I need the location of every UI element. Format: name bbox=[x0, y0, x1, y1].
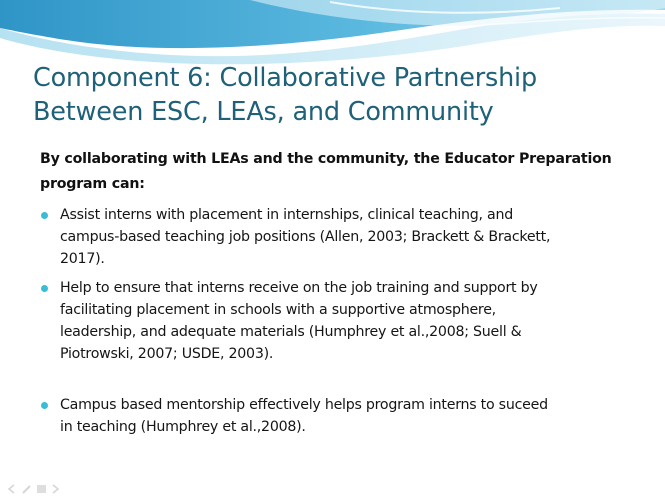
bullet-text-line: in teaching (Humphrey et al.,2008). bbox=[60, 419, 306, 435]
bullet-text-line: campus-based teaching job positions (Allen, 2003; Brackett & Brackett, bbox=[60, 229, 551, 245]
slideshow-controls bbox=[6, 483, 66, 495]
slide-title-line-2: Between ESC, LEAs, and Community bbox=[33, 97, 494, 127]
slide-title-line-1: Component 6: Collaborative Partnership bbox=[33, 63, 537, 93]
next-icon[interactable] bbox=[50, 483, 62, 495]
bullet-text-line: Campus based mentorship effectively helps program interns to suceed bbox=[60, 397, 548, 413]
bullet-text-line: leadership, and adequate materials (Humphrey et al.,2008; Suell & bbox=[60, 324, 522, 340]
bullet-text-line: facilitating placement in schools with a supportive atmosphere, bbox=[60, 302, 496, 318]
intro-line-2: program can: bbox=[40, 176, 145, 192]
bullet-text-line: 2017). bbox=[60, 251, 105, 267]
bullet-item-mentorship bbox=[40, 394, 640, 438]
dot-icon bbox=[41, 212, 48, 219]
pen-icon[interactable] bbox=[21, 483, 33, 495]
previous-icon[interactable] bbox=[6, 483, 18, 495]
bullet-text-line: Help to ensure that interns receive on the job training and support by bbox=[60, 280, 538, 296]
header-wave-decoration bbox=[0, 0, 665, 70]
bullet-text-line: Piotrowski, 2007; USDE, 2003). bbox=[60, 346, 274, 362]
bullet-list bbox=[40, 204, 640, 438]
bullet-text-line: Assist interns with placement in internships, clinical teaching, and bbox=[60, 207, 513, 223]
menu-icon[interactable] bbox=[37, 485, 46, 493]
dot-icon bbox=[41, 402, 48, 409]
intro-text bbox=[40, 147, 640, 197]
dot-icon bbox=[41, 285, 48, 292]
bullet-item-training bbox=[40, 277, 640, 365]
bullet-item-placement bbox=[40, 204, 640, 270]
intro-line-1: By collaborating with LEAs and the community, the Educator Preparation bbox=[40, 151, 612, 167]
slide-title bbox=[33, 61, 643, 129]
